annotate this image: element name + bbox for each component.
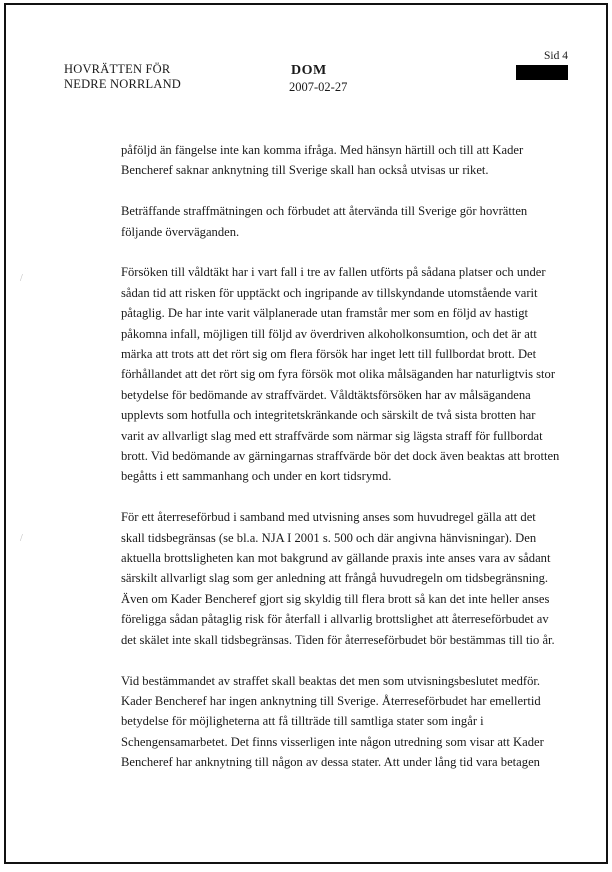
text-line: Försöken till våldtäkt har i vart fall i tre av fallen utförts på sådana platser och under xyxy=(121,265,546,280)
text-line: sådan tid att risken för upptäckt och ingripande av tillskyndande utomstående varit xyxy=(121,285,538,300)
text-line: Även om Kader Bencheref gjort sig skyldig till flera brott så kan det inte heller anses xyxy=(121,591,550,606)
text-line: betydelse för bedömande av straffvärdet. Våldtäktsförsöken har av målsägandena xyxy=(121,387,531,402)
text-line: märka att trots att det rört sig om flera försök har inget lett till fullbordat brott. Det xyxy=(121,347,537,362)
text-line: Bencheref har anknytning till någon av dessa stater. Att under lång tid vara betagen xyxy=(121,755,540,770)
text-line: brott. Vid bedömande av gärningarnas straffvärde bör det dock även beaktas att brotten xyxy=(121,449,560,464)
text-line: Beträffande straffmätningen och förbudet att återvända till Sverige gör hovrätten xyxy=(121,204,528,219)
text-line: begåtts i ett sammanhang och under en kort tidsrymd. xyxy=(121,469,392,484)
text-line: påkomna infall, möjligen till följd av överdriven alkoholkonsumtion, och det är att xyxy=(121,326,537,341)
document-date: 2007-02-27 xyxy=(289,80,348,94)
text-line: skall tidsbegränsas (se bl.a. NJA I 2001 s. 500 och där angivna hänvisningar). Den xyxy=(121,530,537,545)
text-line: upplevts som hotfulla och integritetskränkande och särskilt de två sista brotten har xyxy=(121,408,536,423)
text-line: Schengensamarbetet. Det finns visserligen inte någon utredning som visar att Kader xyxy=(121,734,544,749)
text-line: förhållandet att det rört sig om fyra försök mot olika målsäganden har naturligtvis stor xyxy=(121,367,556,382)
page-number: Sid 4 xyxy=(544,50,568,62)
text-line: För ett återreseförbud i samband med utvisning anses som huvudregel gälla att det xyxy=(121,510,536,525)
text-line: särskilt allvarligt slag som ger anledning att frångå huvudregeln om tidsbegränsning. xyxy=(121,571,549,586)
paragraph xyxy=(121,507,561,650)
body-text xyxy=(121,140,561,793)
text-line: Kader Bencheref har ingen anknytning till Sverige. Återreseförbudet har emellertid xyxy=(121,693,541,708)
text-line: Bencheref saknar anknytning till Sverige skall han också utvisas ur riket. xyxy=(121,163,489,178)
scan-mark: / xyxy=(20,273,23,284)
text-line: föreligga sådan påtaglig risk för återfall i allvarlig brottslighet att återreseförbudet av xyxy=(121,612,549,627)
court-name-line1: HOVRÄTTEN FÖR xyxy=(64,62,171,76)
scan-mark: / xyxy=(20,533,23,544)
text-line: Vid bestämmandet av straffet skall beaktas det men som utvisningsbeslutet medför. xyxy=(121,673,541,688)
paragraph xyxy=(121,671,561,773)
text-line: påföljd än fängelse inte kan komma ifråga. Med hänsyn härtill och till att Kader xyxy=(121,143,524,157)
paragraph xyxy=(121,262,561,486)
text-line: varit av allvarligt slag med ett straffvärde som närmar sig lägsta straff för fullbordat xyxy=(121,428,543,443)
redaction-block xyxy=(516,65,568,80)
text-line: aktuella brottsligheten kan mot bakgrund av gällande praxis inte anses vara av sådant xyxy=(121,551,551,566)
document-page xyxy=(4,3,608,864)
text-line: det skälet inte skall tidsbegränsas. Tiden för återreseförbudet bör bestämmas till tio år. xyxy=(121,632,555,647)
paragraph xyxy=(121,201,561,242)
court-name xyxy=(64,62,181,92)
court-name-line2: NEDRE NORRLAND xyxy=(64,77,182,91)
text-line: följande överväganden. xyxy=(121,224,240,239)
paragraph xyxy=(121,140,561,181)
text-line: betydelse för möjligheterna att få tillträde till samtliga stater som ingår i xyxy=(121,714,484,729)
text-line: påtaglig. De har inte varit välplanerade utan framstår mer som en följd av hastigt xyxy=(121,306,529,321)
document-type: DOM xyxy=(291,63,327,78)
